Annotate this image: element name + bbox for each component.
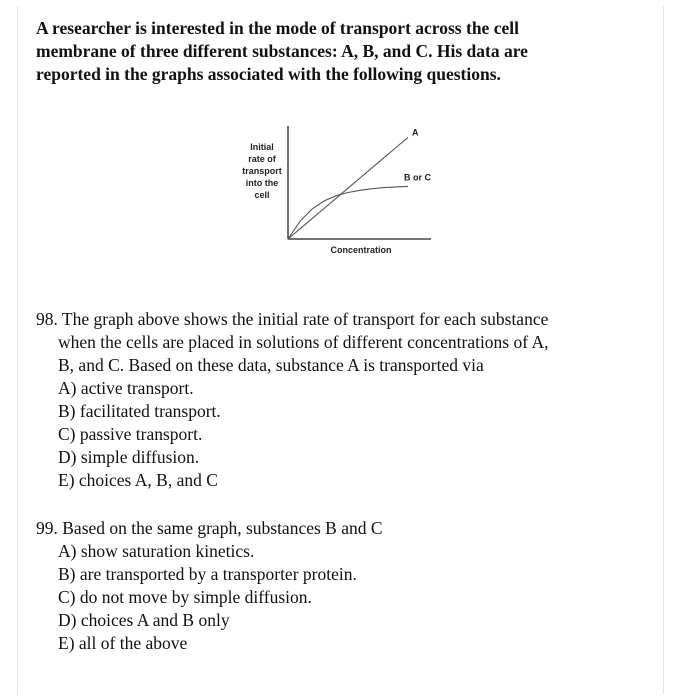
intro-line: membrane of three different substances: A, B, and C. His data are xyxy=(36,41,528,61)
question-98-options xyxy=(36,377,549,492)
option-b[interactable]: B) facilitated transport. xyxy=(58,401,221,421)
question-99-options xyxy=(36,540,383,655)
series-line-b-or-c xyxy=(288,186,408,239)
intro-paragraph xyxy=(36,17,646,86)
y-axis-label-line: rate of xyxy=(248,154,276,164)
option-c[interactable]: C) passive transport. xyxy=(58,424,203,444)
stem-line: 99. Based on the same graph, substances B and C xyxy=(36,518,383,538)
x-axis-label: Concentration xyxy=(330,245,392,255)
option-d[interactable]: D) choices A and B only xyxy=(58,610,230,630)
stem-line: 98. The graph above shows the initial rate of transport for each substance xyxy=(36,309,549,329)
question-98-stem xyxy=(36,308,549,377)
option-e[interactable]: E) all of the above xyxy=(58,633,188,653)
intro-line: A researcher is interested in the mode of transport across the cell xyxy=(36,18,519,38)
y-axis-label-line: Initial xyxy=(250,142,274,152)
series-label-a: A xyxy=(412,127,419,138)
question-99-stem xyxy=(36,517,383,540)
option-a[interactable]: A) active transport. xyxy=(58,378,194,398)
series-line-a xyxy=(288,137,408,239)
series-label-b-or-c: B or C xyxy=(404,172,431,183)
intro-line: reported in the graphs associated with the following questions. xyxy=(36,64,501,84)
y-axis-label-line: transport xyxy=(242,166,282,176)
stem-line: when the cells are placed in solutions of different concentrations of A, xyxy=(58,332,549,352)
y-axis-label-line: cell xyxy=(254,190,270,200)
option-b[interactable]: B) are transported by a transporter protein. xyxy=(58,564,357,584)
transport-rate-graph xyxy=(228,118,448,263)
option-e[interactable]: E) choices A, B, and C xyxy=(58,470,218,490)
y-axis-label-line: into the xyxy=(245,178,279,188)
option-d[interactable]: D) simple diffusion. xyxy=(58,447,200,467)
question-98 xyxy=(36,308,549,492)
question-99 xyxy=(36,517,383,655)
option-c[interactable]: C) do not move by simple diffusion. xyxy=(58,587,312,607)
stem-line: B, and C. Based on these data, substance A is transported via xyxy=(58,355,484,375)
option-a[interactable]: A) show saturation kinetics. xyxy=(58,541,255,561)
